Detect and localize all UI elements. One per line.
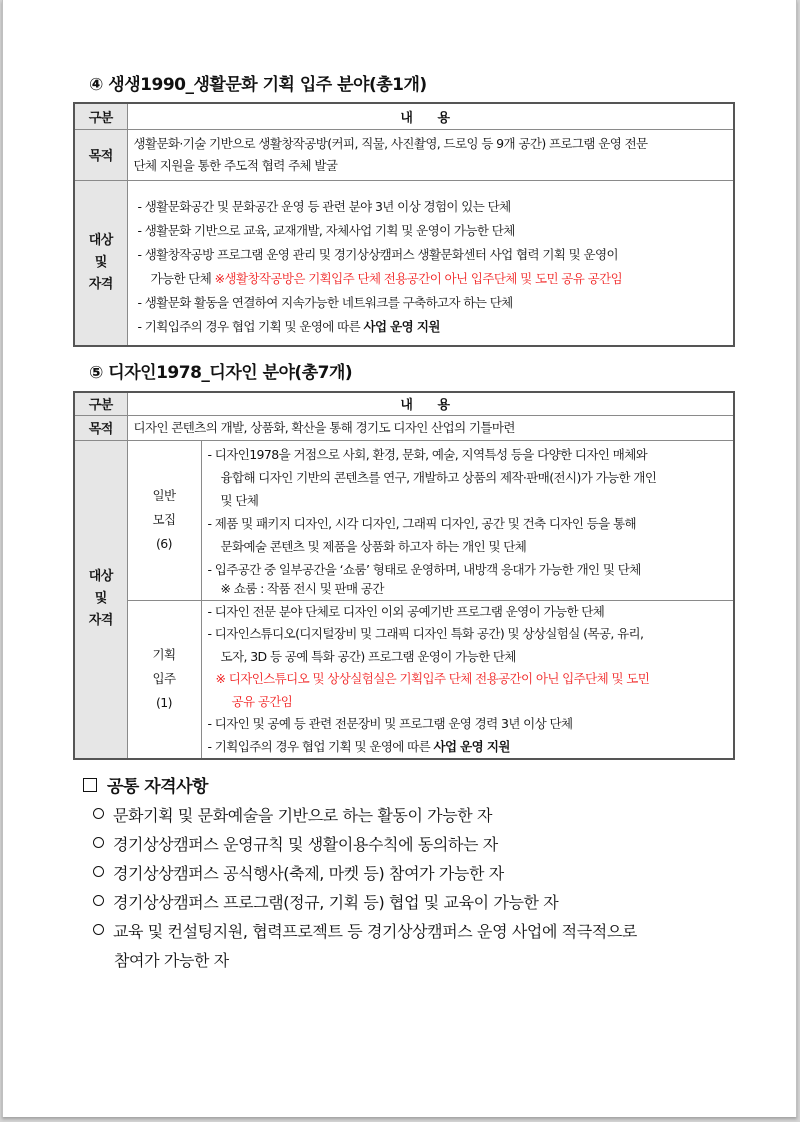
target-line: - 생활문화 기반으로 교육, 교재개발, 자체사업 기획 및 운영이 가능한 단체 xyxy=(137,223,515,239)
purpose-content: 디자인 콘텐츠의 개발, 상품화, 확산을 통해 경기도 디자인 산업의 기틀마련 xyxy=(127,415,734,440)
target-label xyxy=(74,180,127,346)
header-division: 구분 xyxy=(74,103,127,129)
section-5-title: ⑤ 디자인1978_디자인 분야(총7개) xyxy=(89,363,353,383)
common-item-text: 경기상상캠퍼스 공식행사(축제, 마켓 등) 참여가 가능한 자 xyxy=(113,864,504,883)
general-line: 및 단체 xyxy=(220,493,259,508)
common-item-text: 경기상상캠퍼스 프로그램(정규, 기획 등) 협업 및 교육이 가능한 자 xyxy=(113,893,559,912)
target-label-line: 및 xyxy=(94,591,107,607)
general-recruit-content xyxy=(201,440,734,600)
header-content: 내 용 xyxy=(127,392,734,415)
sub-label-line: 일반 xyxy=(152,488,176,503)
target-label-line: 대상 xyxy=(88,569,113,585)
target-label-line: 자격 xyxy=(88,276,113,292)
common-item-text: 경기상상캠퍼스 운영규칙 및 생활이용수칙에 동의하는 자 xyxy=(113,835,498,854)
support-emphasis: 사업 운영 지원 xyxy=(433,738,510,754)
showroom-note: ※ 쇼룸 : 작품 전시 및 판매 공간 xyxy=(220,581,384,596)
target-line: - 생활문화 활동을 연결하여 지속가능한 네트워크를 구축하고자 하는 단체 xyxy=(137,295,513,311)
common-item-continuation: 참여가 가능한 자 xyxy=(114,951,229,970)
support-emphasis: 사업 운영 지원 xyxy=(363,319,440,335)
common-item xyxy=(83,801,637,830)
document-page xyxy=(2,0,797,1117)
common-item-text: 교육 및 컨설팅지원, 협력프로젝트 등 경기상상캠퍼스 운영 사업에 적극적으로 xyxy=(113,922,637,941)
planned-residency-label xyxy=(127,600,201,759)
sub-label-line: 기획 xyxy=(152,647,176,663)
general-line: - 제품 및 패키지 디자인, 시각 디자인, 그래픽 디자인, 공간 및 건축 디자인 등을 통해 xyxy=(207,516,636,531)
common-title xyxy=(83,772,637,797)
section-4-table xyxy=(73,102,735,347)
planned-residency-content xyxy=(201,600,734,759)
shared-space-note: ※ 디자인스튜디오 및 상상실험실은 기획입주 단체 전용공간이 아닌 입주단체 및 도민 xyxy=(215,671,650,686)
purpose-label: 목적 xyxy=(74,415,127,440)
target-label-line: 및 xyxy=(94,254,107,270)
target-line: - 생활문화공간 및 문화공간 운영 등 관련 분야 3년 이상 경험이 있는 단체 xyxy=(137,199,511,215)
checkbox-square-icon xyxy=(83,778,97,792)
planned-text: - 기획입주의 경우 협업 기획 및 운영에 따른 xyxy=(207,738,434,754)
general-line: 융합해 디자인 기반의 콘텐츠를 연구, 개발하고 상품의 제작·판매(전시)가 가능한 개인 xyxy=(220,470,657,485)
planned-line: 도자, 3D 등 공예 특화 공간) 프로그램 운영이 가능한 단체 xyxy=(220,648,516,664)
shared-space-note: 공유 공간임 xyxy=(231,693,293,709)
target-line: - 생활창작공방 프로그램 운영 관리 및 경기상상캠퍼스 생활문화센터 사업 협력 기획 및 운영이 xyxy=(137,247,618,263)
circle-bullet-icon xyxy=(93,866,104,877)
purpose-label: 목적 xyxy=(74,129,127,180)
circle-bullet-icon xyxy=(93,924,104,935)
general-recruit-label xyxy=(127,440,201,600)
target-label xyxy=(74,440,127,759)
circle-bullet-icon xyxy=(93,895,104,906)
planned-line: - 디자인 전문 분야 단체로 디자인 이외 공예기반 프로그램 운영이 가능한 단체 xyxy=(207,603,605,619)
planned-line xyxy=(208,736,728,759)
common-item xyxy=(83,859,637,888)
header-content: 내 용 xyxy=(127,103,734,129)
sub-label-line: (6) xyxy=(156,536,172,551)
general-line: - 입주공간 중 일부공간을 ‘쇼룸’ 형태로 운영하며, 내방객 응대가 가능한 개인 및 단체 xyxy=(207,562,641,577)
sub-label-line: 입주 xyxy=(152,671,176,687)
purpose-content xyxy=(127,129,734,180)
target-content xyxy=(127,180,734,346)
target-text: - 기획입주의 경우 협업 기획 및 운영에 따른 xyxy=(137,319,364,335)
common-item xyxy=(83,888,637,917)
common-item xyxy=(83,830,637,859)
common-title-text: 공통 자격사항 xyxy=(107,777,208,797)
common-item-text: 문화기획 및 문화예술을 기반으로 하는 활동이 가능한 자 xyxy=(113,806,493,825)
general-line: - 디자인1978을 거점으로 사회, 환경, 문화, 예술, 지역특성 등을 다양한 디자인 매체와 xyxy=(207,447,648,462)
sub-label-line: (1) xyxy=(156,695,172,711)
planned-line: - 디자인 및 공예 등 관련 전문장비 및 프로그램 운영 경력 3년 이상 단체 xyxy=(207,716,573,731)
common-qualifications xyxy=(83,772,637,975)
target-text: 가능한 단체 xyxy=(150,271,215,287)
purpose-line: 생활문화·기술 기반으로 생활창작공방(커피, 직물, 사진촬영, 드로잉 등 9개 공간) 프로그램 운영 전문 xyxy=(133,135,648,151)
target-line xyxy=(138,267,728,291)
general-line: 문화예술 콘텐츠 및 제품을 상품화 하고자 하는 개인 및 단체 xyxy=(220,539,527,554)
purpose-line: 단체 지원을 통한 주도적 협력 주체 발굴 xyxy=(133,157,338,173)
circle-bullet-icon xyxy=(93,808,104,819)
shared-space-note: ※생활창작공방은 기획입주 단체 전용공간이 아닌 입주단체 및 도민 공유 공간임 xyxy=(214,271,623,287)
sub-label-line: 모집 xyxy=(152,512,176,527)
target-label-line: 자격 xyxy=(88,613,113,629)
header-division: 구분 xyxy=(74,392,127,415)
target-label-line: 대상 xyxy=(88,232,113,248)
section-5-table xyxy=(73,391,735,760)
planned-line: - 디자인스튜디오(디지털장비 및 그래픽 디자인 특화 공간) 및 상상실험실 (목공, 유리, xyxy=(207,626,644,641)
circle-bullet-icon xyxy=(93,837,104,848)
common-item xyxy=(83,917,637,946)
target-line xyxy=(138,315,728,339)
section-4-title: ④ 생생1990_생활문화 기획 입주 분야(총1개) xyxy=(89,75,427,95)
